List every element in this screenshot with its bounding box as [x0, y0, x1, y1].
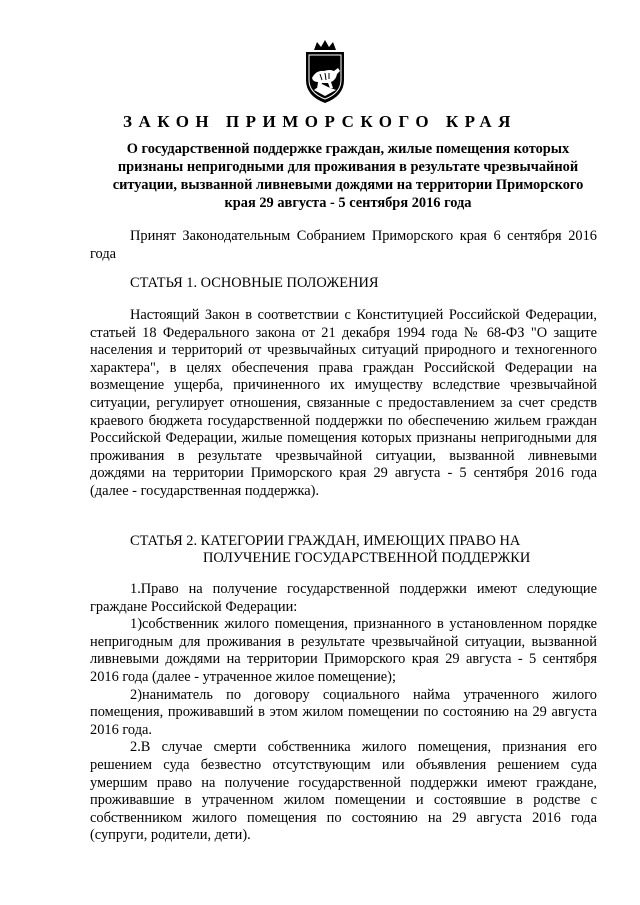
article1-text: Настоящий Закон в соответствии с Конституцией Российской Федерации, статьей 18 Федерального закона от 21 декабря 1994 года № 68-ФЗ "О защите населения и территорий от чрезвычайных ситуаций природного и техногенного характера", в целях обеспечения права граждан Российской Федерации на возмещение ущерба, причиненного их имуществу вследствие чрезвычайной ситуации, регулирует отношения, связанные с предоставлением за счет средств краевого бюджета государственной поддержки по обеспечению жильем граждан Российской Федерации, жилые помещения которых признаны непригодными для проживания в результате чрезвычайной ситуации, вызванной ливневыми дождями на территории Приморского края 29 августа - 5 сентября 2016 года (далее - государственная поддержка). — [90, 307, 597, 499]
article1-heading: СТАТЬЯ 1. ОСНОВНЫЕ ПОЛОЖЕНИЯ — [130, 275, 379, 291]
adoption-note: Принят Законодательным Собранием Приморского края 6 сентября 2016 года — [90, 228, 597, 262]
article2-item-1: 1)собственник жилого помещения, признанного в установленном порядке непригодным для проживания в результате чрезвычайной ситуации, вызванной ливневыми дождями на территории Приморского края 29 августа - 5 сентября 2016 года (далее - утраченное жилое помещение); — [90, 616, 597, 685]
article2-paragraph-1: 1.Право на получение государственной поддержки имеют следующие граждане Российской Федерации: — [90, 581, 597, 615]
law-title: ЗАКОН ПРИМОРСКОГО КРАЯ — [123, 112, 517, 131]
article2-body — [90, 581, 597, 845]
article2-paragraph-2: 2.В случае смерти собственника жилого помещения, признания его решением суда безвестно отсутствующим или объявления решением суда умершим право на получение государственной поддержки имеют граждане, проживавшие в утраченном жилом помещении и состоявшие в родстве с собственником жилого помещения по состоянию на 29 августа 2016 года (супруги, родители, дети). — [90, 739, 597, 844]
article2-heading-line1: СТАТЬЯ 2. КАТЕГОРИИ ГРАЖДАН, ИМЕЮЩИХ ПРАВО НА — [130, 533, 521, 549]
coat-of-arms-icon — [300, 40, 350, 104]
article2-heading-line2: ПОЛУЧЕНИЕ ГОСУДАРСТВЕННОЙ ПОДДЕРЖКИ — [203, 550, 531, 566]
article2-item-2: 2)наниматель по договору социального найма утраченного жилого помещения, проживавший в этом жилом помещении по состоянию на 29 августа 2016 года. — [90, 686, 597, 738]
law-subtitle: О государственной поддержке граждан, жилые помещения которых признаны непригодными для проживания в результате чрезвычайной ситуации, вызванной ливневыми дождями на территории Приморского края 29 августа - 5 сентября 2016 года — [112, 141, 584, 211]
